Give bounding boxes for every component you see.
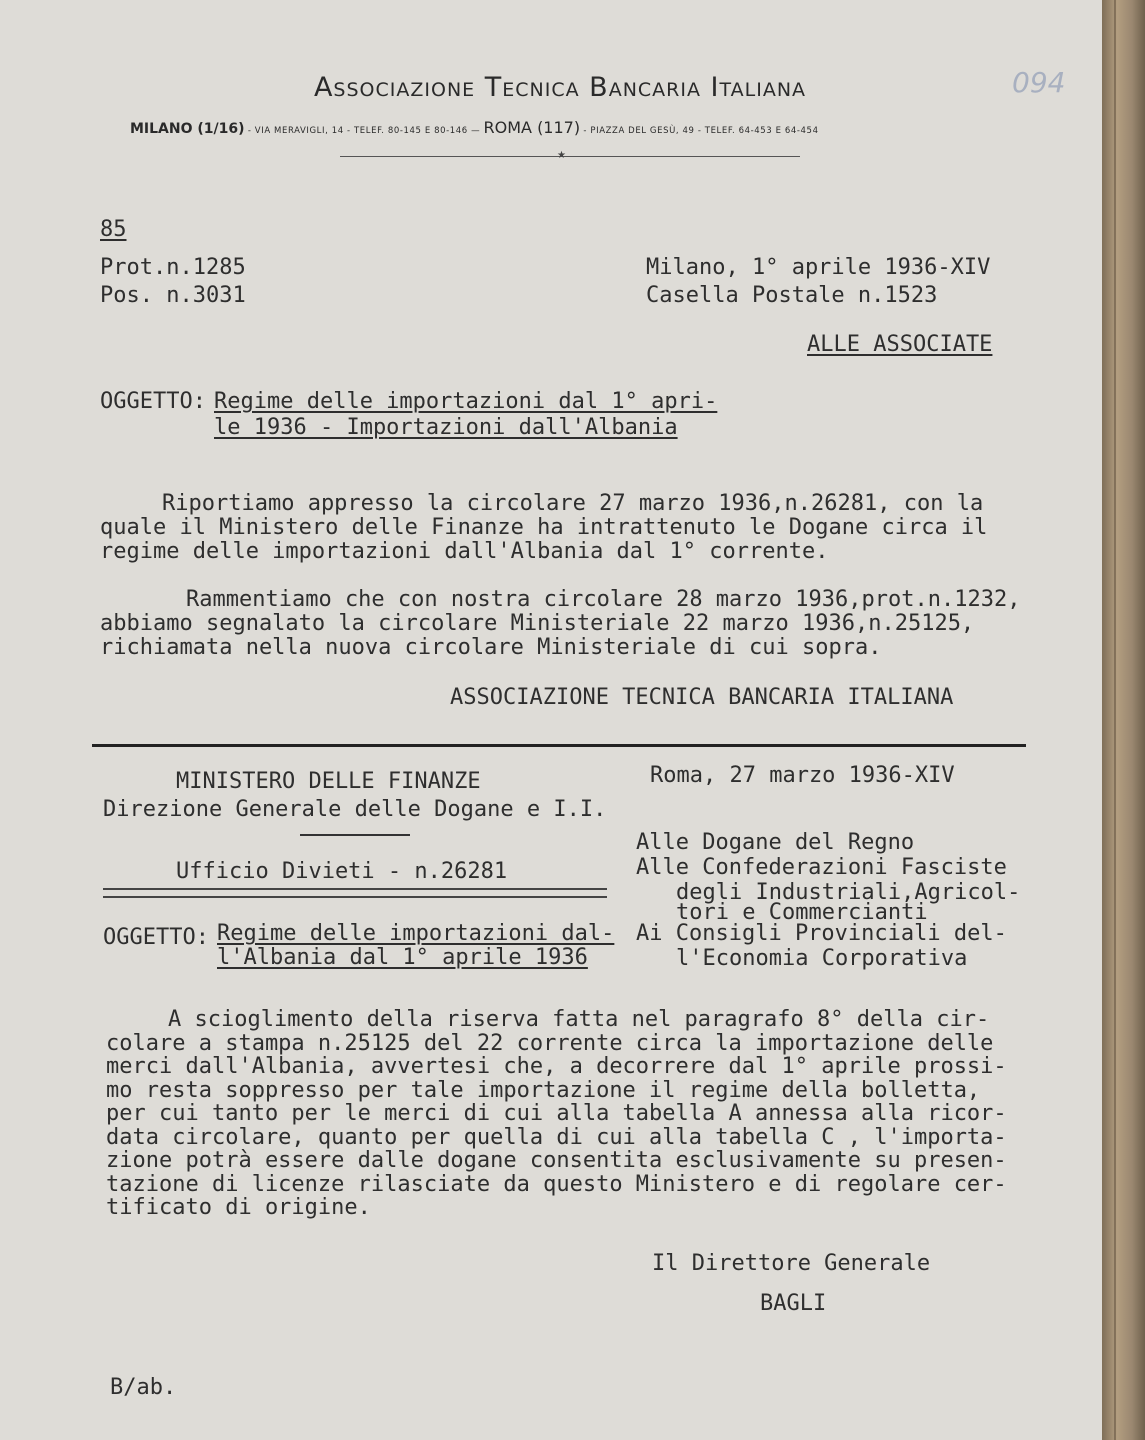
text-line: A scioglimento della riserva fatta nel paragrafo 8° della cir- <box>168 1007 990 1032</box>
letter-signature: ASSOCIAZIONE TECNICA BANCARIA ITALIANA <box>450 685 954 710</box>
text-line: quale il Ministero delle Finanze ha intrattenuto le Dogane circa il <box>100 515 988 540</box>
letterhead-rule <box>340 156 800 157</box>
letter-place-date: Milano, 1° aprile 1936-XIV <box>646 255 991 280</box>
text-line: zione potrà essere dalle dogane consentita esclusivamente su presen- <box>106 1148 1007 1173</box>
text-line: richiamata nella nuova circolare Ministeriale di cui sopra. <box>100 635 882 660</box>
letter-paragraph-2 <box>100 588 1020 660</box>
recipients-list <box>636 830 1020 971</box>
letter-paragraph-1 <box>100 492 987 564</box>
letterhead-title: Associazione Tecnica Bancaria Italiana <box>313 72 807 103</box>
recipient-line: Ai Consigli Provinciali del- <box>636 921 1007 946</box>
circular-subject-line-2: l'Albania dal 1° aprile 1936 <box>217 945 588 970</box>
text-line: mo resta soppresso per tale importazione il regime della bolletta, <box>106 1077 981 1103</box>
protocol-number: Prot.n.1285 <box>100 255 246 280</box>
text-line: tazione di licenze rilasciate da questo Ministero e di regolare cer- <box>106 1171 1007 1197</box>
archive-number: 094 <box>1012 66 1066 99</box>
roma-address: - PIAZZA DEL GESÙ, 49 - TELEF. 64-453 E 64-454 <box>580 126 819 136</box>
po-box: Casella Postale n.1523 <box>646 283 938 308</box>
addressee: ALLE ASSOCIATE <box>807 332 993 357</box>
roma-city: ROMA (117) <box>483 118 581 137</box>
letter-subject-line-1: Regime delle importazioni dal 1° apri- <box>214 389 718 414</box>
signer-name: BAGLI <box>760 1291 827 1316</box>
recipient-line: tori e Commercianti <box>676 900 928 925</box>
position-number: Pos. n.3031 <box>100 283 246 308</box>
recipient-line: Alle Dogane del Regno <box>636 830 915 855</box>
circular-subject-label: OGGETTO: <box>103 925 209 950</box>
letter-subject-label: OGGETTO: <box>100 389 206 414</box>
text-line: per cui tanto per le merci di cui alla tabella A annessa alla ricor- <box>106 1101 1007 1126</box>
section-separator <box>92 744 1026 747</box>
heading-rule <box>300 834 410 836</box>
circular-place-date: Roma, 27 marzo 1936-XIV <box>650 763 955 788</box>
signer-title: Il Direttore Generale <box>652 1251 931 1276</box>
text-line: tificato di origine. <box>106 1195 371 1220</box>
milano-city: MILANO (1/16) <box>130 121 245 137</box>
text-line: data circolare, quanto per quella di cui alla tabella C , l'importa- <box>106 1124 1007 1150</box>
text-line: abbiamo segnalato la circolare Ministeriale 22 marzo 1936,n.25125, <box>100 611 975 636</box>
text-line: colare a stampa n.25125 del 22 corrente circa la importazione delle <box>106 1030 994 1056</box>
text-line: Rammentiamo che con nostra circolare 28 marzo 1936,prot.n.1232, <box>186 587 1021 612</box>
typist-initials: B/ab. <box>110 1375 177 1400</box>
text-line: merci dall'Albania, avvertesi che, a decorrere dal 1° aprile prossi- <box>106 1054 1007 1079</box>
directorate-name: Direzione Generale delle Dogane e I.I. <box>103 797 607 822</box>
text-line: regime delle importazioni dall'Albania dal 1° corrente. <box>100 539 829 564</box>
text-line: Riportiamo appresso la circolare 27 marzo 1936,n.26281, con la <box>162 491 984 516</box>
milano-address: - VIA MERAVIGLI, 14 - TELEF. 80-145 E 80-146 — <box>244 126 484 136</box>
circular-body <box>106 1008 1007 1220</box>
binding-edge <box>1114 0 1116 1440</box>
binding-spine <box>1102 0 1145 1440</box>
page-number: 85 <box>100 217 127 242</box>
recipient-line: Alle Confederazioni Fasciste <box>636 855 1007 880</box>
letter-subject-line-2: le 1936 - Importazioni dall'Albania <box>214 415 678 440</box>
double-rule <box>103 888 607 898</box>
ministry-name: MINISTERO DELLE FINANZE <box>176 769 481 794</box>
circular-subject-line-1: Regime delle importazioni dal- <box>217 921 615 946</box>
office-reference: Ufficio Divieti - n.26281 <box>176 859 508 884</box>
letterhead-star-icon: ★ <box>557 150 566 161</box>
recipient-line: l'Economia Corporativa <box>676 946 968 971</box>
recipient-line: degli Industriali,Agricol- <box>676 880 1021 905</box>
letterhead-address <box>130 118 819 137</box>
